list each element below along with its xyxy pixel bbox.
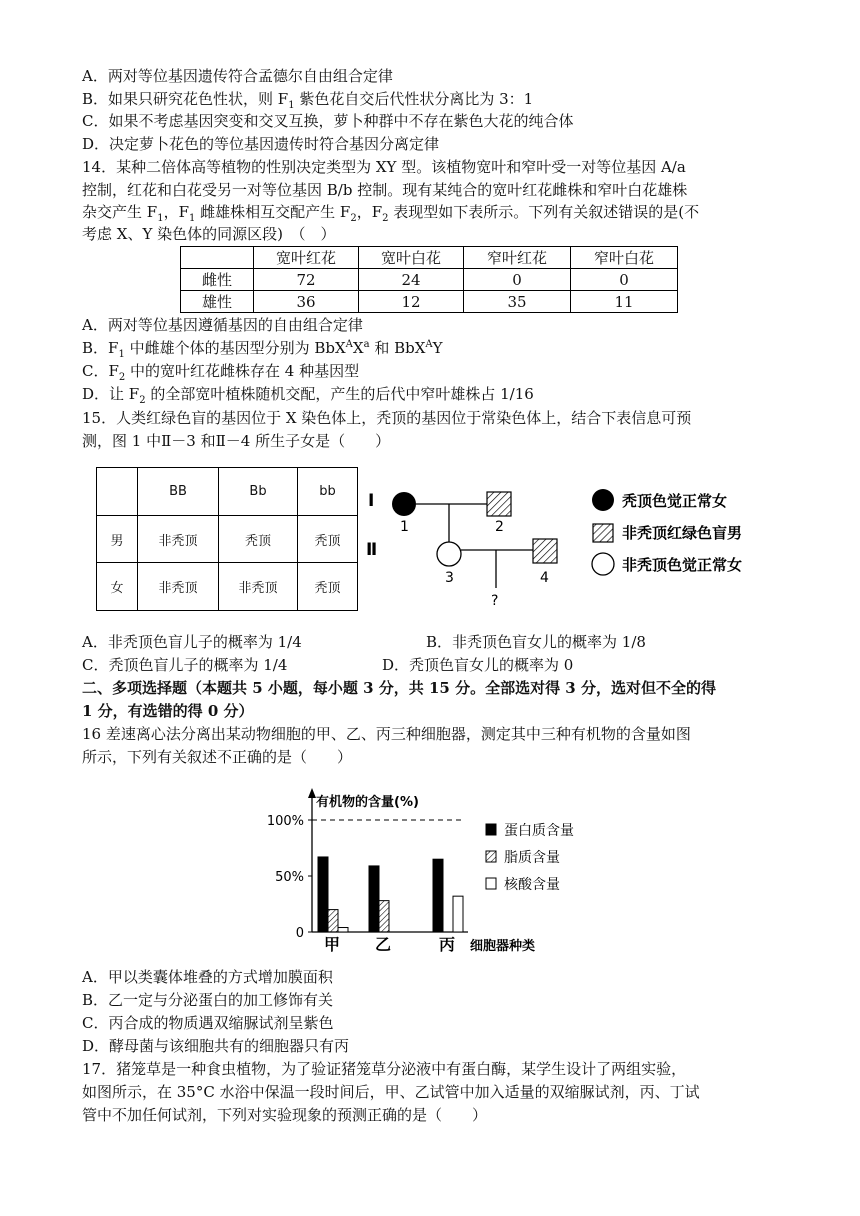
legend-swatch: [486, 824, 496, 835]
q17-stem-line3: 管中不加任何试剂，下列对实验现象的预测正确的是（ ）: [82, 1106, 488, 1124]
table-row: [97, 516, 358, 563]
q15-option-b: B．非秃顶色盲女儿的概率为 1/8: [426, 633, 646, 651]
q13-option-c: C．如果不考虑基因突变和交叉互换，萝卜种群中不存在紫色大花的纯合体: [82, 112, 574, 130]
bar: [379, 901, 389, 932]
y-tick-label: 100%: [266, 814, 304, 829]
q14-option-c: C．$F_2$ 中的宽叶红花雌株存在 4 种基因型: [82, 362, 360, 383]
x-axis-label: 细胞器种类: [470, 939, 536, 954]
legend-filled-circle-icon: [592, 489, 614, 511]
q13-option-d: D．决定萝卜花色的等位基因遗传时符合基因分离定律: [82, 135, 440, 153]
bar: [328, 910, 338, 932]
table-row: [181, 269, 678, 291]
q15-option-a: A．非秃顶色盲儿子的概率为 1/4: [82, 633, 302, 651]
table-header-cell: [181, 247, 254, 269]
q17-stem-line2: 如图所示，在 35°C 水浴中保温一段时间后，甲、乙试管中加入适量的双缩脲试剂，丙、丁试: [82, 1083, 700, 1101]
q15-option-c: C．秃顶色盲儿子的概率为 1/4: [82, 656, 288, 674]
individual-I-2: [487, 492, 511, 516]
table-cell: 非秃顶: [138, 516, 219, 563]
individual-number: 4: [540, 570, 549, 586]
table-cell: 女: [97, 563, 138, 611]
bar: [318, 857, 328, 932]
section-heading-line2: 1 分，有选错的得 0 分）: [82, 702, 254, 720]
x-tick-label: 乙: [375, 935, 392, 954]
q14-stem-line4: 考虑 X、Y 染色体的同源区段) （ ）: [82, 225, 336, 243]
individual-II-3: [437, 542, 461, 566]
q14-stem-line2: 控制，红花和白花受另一对等位基因 B/b 控制。现有某纯合的宽叶红花雌株和窄叶白花雄株: [82, 181, 688, 199]
q15-stem-line1: 15．人类红绿色盲的基因位于 X 染色体上，秃顶的基因位于常染色体上，结合下表信息可预: [82, 409, 692, 427]
bar: [433, 859, 443, 932]
table-cell: 秃顶: [298, 516, 358, 563]
table-cell: 24: [359, 269, 464, 291]
q16-option-a: A．甲以类囊体堆叠的方式增加膜面积: [82, 968, 333, 986]
table-cell: 非秃顶: [219, 563, 298, 611]
pedigree-chart: [360, 470, 780, 620]
table-cell: 雄性: [181, 291, 254, 313]
legend-label: 脂质含量: [504, 850, 560, 866]
x-tick-label: 甲: [324, 935, 341, 954]
legend-label: 非秃顶红绿色盲男: [622, 524, 743, 542]
q14-option-d: D．让 $F_2$ 的全部宽叶植株随机交配，产生的后代中窄叶雄株占 1/16: [82, 385, 534, 406]
y-tick-label: 0: [295, 926, 304, 941]
q15-genotype-table: [96, 467, 358, 611]
q15-stem-line2: 测，图 1 中Ⅱ－3 和Ⅱ－4 所生子女是（ ）: [82, 432, 391, 450]
q16-stem-line2: 所示，下列有关叙述不正确的是（ ）: [82, 748, 353, 766]
y-axis-label: 有机物的含量(%): [316, 795, 419, 810]
legend-label: 秃顶色觉正常女: [622, 492, 728, 510]
q16-option-c: C．丙合成的物质遇双缩脲试剂呈紫色: [82, 1014, 334, 1032]
table-cell: 11: [571, 291, 678, 313]
legend-hatched-square-icon: [593, 524, 613, 542]
bar: [453, 896, 463, 932]
bar: [369, 866, 379, 932]
table-cell: 72: [254, 269, 359, 291]
table-cell: 36: [254, 291, 359, 313]
unknown-child: ?: [491, 593, 499, 609]
q14-stem-line3: 杂交产生 $F_1$，$F_1$ 雌雄株相互交配产生 $F_2$，$F_2$ 表现型如下表所示。下列有关叙述错误的是(不: [82, 203, 700, 224]
individual-number: 2: [495, 519, 504, 535]
q17-stem-line1: 17．猪笼草是一种食虫植物，为了验证猪笼草分泌液中有蛋白酶，某学生设计了两组实验，: [82, 1060, 687, 1078]
generation-label-2: Ⅱ: [366, 540, 378, 560]
q14-phenotype-table: [180, 246, 678, 313]
table-row: [97, 563, 358, 611]
table-cell: 男: [97, 516, 138, 563]
individual-number: 1: [400, 519, 409, 535]
table-header-cell: 窄叶白花: [571, 247, 678, 269]
q16-stem-line1: 16 差速离心法分离出某动物细胞的甲、乙、丙三种细胞器，测定其中三种有机物的含量如图: [82, 725, 691, 743]
table-cell: 非秃顶: [138, 563, 219, 611]
table-cell: 12: [359, 291, 464, 313]
table-cell: 雌性: [181, 269, 254, 291]
q13-option-a: A．两对等位基因遗传符合孟德尔自由组合定律: [82, 67, 393, 85]
legend-label: 蛋白质含量: [504, 823, 574, 839]
table-cell: 0: [571, 269, 678, 291]
legend-open-circle-icon: [592, 553, 614, 575]
table-row: [181, 291, 678, 313]
legend-swatch: [486, 851, 496, 862]
legend-label: 核酸含量: [504, 877, 560, 893]
table-header-cell: Bb: [219, 468, 298, 516]
table-header-cell: bb: [298, 468, 358, 516]
table-cell: 35: [464, 291, 571, 313]
q14-stem-line1: 14．某种二倍体高等植物的性别决定类型为 XY 型。该植物宽叶和窄叶受一对等位基因 A/a: [82, 158, 686, 176]
legend-label: 非秃顶色觉正常女: [622, 556, 743, 574]
table-header-cell: BB: [138, 468, 219, 516]
individual-I-1: [392, 492, 416, 516]
table-cell: 0: [464, 269, 571, 291]
table-header-cell: [97, 468, 138, 516]
generation-label-1: Ⅰ: [368, 491, 375, 511]
q13-option-b: B．如果只研究花色性状，则 $F_1$ 紫色花自交后代性状分离比为 3：1: [82, 90, 534, 111]
q16-option-b: B．乙一定与分泌蛋白的加工修饰有关: [82, 991, 334, 1009]
table-cell: 秃顶: [298, 563, 358, 611]
table-header-cell: 宽叶白花: [359, 247, 464, 269]
y-axis-arrow-icon: [308, 788, 316, 798]
individual-number: 3: [445, 570, 454, 586]
bar: [338, 928, 348, 932]
q14-option-b: B．$F_1$ 中雌雄个体的基因型分别为 $BbX^AX^a$ 和 BbX$^A$Y: [82, 339, 443, 360]
table-header-cell: 宽叶红花: [254, 247, 359, 269]
x-tick-label: 丙: [439, 935, 456, 954]
q15-option-d: D．秃顶色盲女儿的概率为 0: [382, 656, 574, 674]
q14-option-a: A．两对等位基因遵循基因的自由组合定律: [82, 316, 363, 334]
y-tick-label: 50%: [275, 870, 304, 885]
legend-swatch: [486, 878, 496, 889]
table-cell: 秃顶: [219, 516, 298, 563]
individual-II-4: [533, 539, 557, 563]
table-header-cell: 窄叶红花: [464, 247, 571, 269]
organelle-content-chart: [250, 780, 610, 965]
section-heading-line1: 二、多项选择题（本题共 5 小题，每小题 3 分，共 15 分。全部选对得 3 分，选对但不全的得: [82, 679, 716, 697]
q16-option-d: D．酵母菌与该细胞共有的细胞器只有丙: [82, 1037, 350, 1055]
